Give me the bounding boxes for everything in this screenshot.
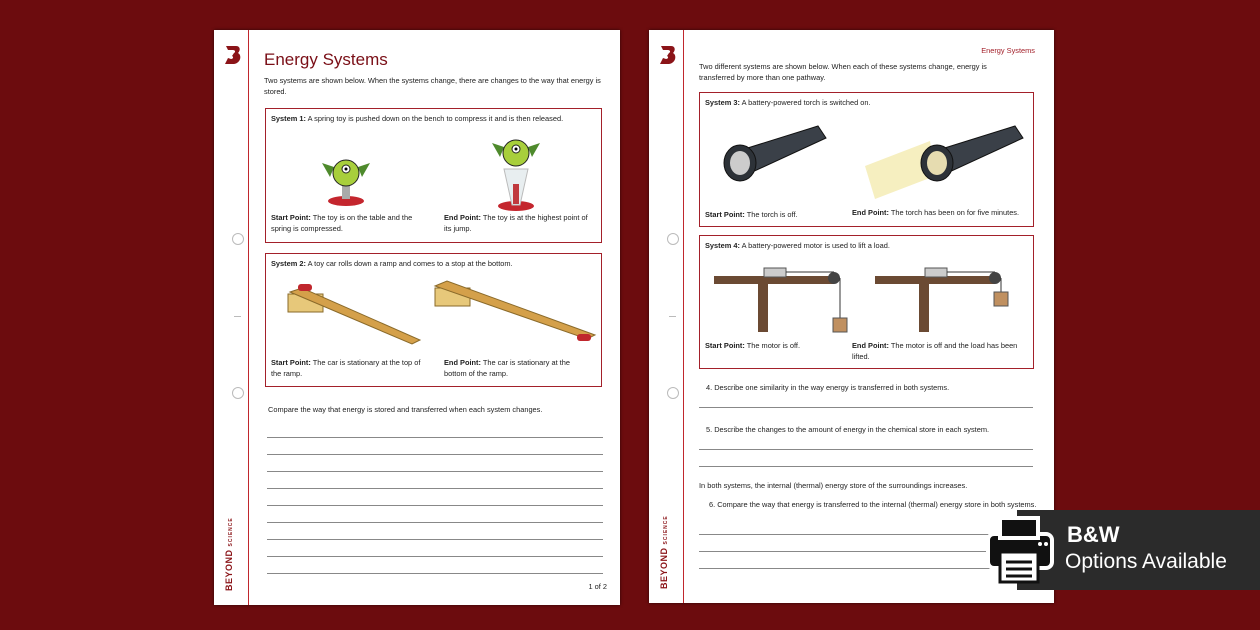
system-1-description: System 1: A spring toy is pushed down on the bench to compress it and is then released. [271,114,564,123]
beyond-logo-icon [658,44,678,66]
system-2-box [265,253,602,387]
answer-line[interactable] [267,522,603,523]
answer-line[interactable] [267,539,603,540]
answer-line[interactable] [267,454,603,455]
ramp-car-top-image [284,274,424,349]
bw-options-banner [1017,510,1260,590]
statement-text: In both systems, the internal (thermal) energy store of the surroundings increases. [699,481,968,490]
fold-mark [234,316,241,317]
system-3-description: System 3: A battery-powered torch is switched on. [705,98,871,107]
spring-toy-released-image [486,129,546,214]
answer-line[interactable] [267,505,603,506]
ramp-car-bottom-image [431,274,601,349]
system-4-box [699,235,1034,369]
answer-line[interactable] [267,556,603,557]
system-3-box [699,92,1034,227]
printer-icon [984,514,1056,586]
system-3-start-point: Start Point: The torch is off. [705,210,798,219]
binder-hole [667,387,679,399]
system-2-description: System 2: A toy car rolls down a ramp and comes to a stop at the bottom. [271,259,513,268]
question-6: 6. Compare the way that energy is transferred to the internal (thermal) energy store in both systems. [709,500,1037,509]
system-1-start-point: Start Point: The toy is on the table and the spring is compressed. [271,213,413,233]
binder-hole [232,233,244,245]
page-title: Energy Systems [264,50,388,69]
margin-line [683,30,684,603]
beyond-logo-icon [223,44,243,66]
answer-line[interactable] [267,488,603,489]
system-2-end-point: End Point: The car is stationary at the bottom of the ramp. [444,358,570,378]
page-number: 1 of 2 [588,582,607,591]
system-1-end-point: End Point: The toy is at the highest point of its jump. [444,213,588,233]
answer-line[interactable] [267,471,603,472]
system-1-box [265,108,602,243]
margin-line [248,30,249,605]
system-2-start-point: Start Point: The car is stationary at the top of the ramp. [271,358,421,378]
answer-line[interactable] [267,437,603,438]
motor-load-lifted-image [875,258,1020,333]
question-compare: Compare the way that energy is stored and transferred when each system changes. [268,405,543,414]
system-4-end-point: End Point: The motor is off and the load has been lifted. [852,341,1018,361]
intro-text: Two different systems are shown below. When each of these systems change, energy is transferred by more than one pathway. [699,62,987,82]
torch-off-image [718,121,833,191]
brand-mark: BEYONDSCIENCE [659,515,669,589]
system-3-end-point: End Point: The torch has been on for five minutes. [852,208,1020,217]
intro-text: Two systems are shown below. When the systems change, there are changes to the way that energy is stored. [264,76,601,96]
worksheet-page-1 [214,30,620,605]
binder-hole [232,387,244,399]
question-4: 4. Describe one similarity in the way energy is transferred in both systems. [706,383,950,392]
motor-load-down-image [714,258,859,333]
answer-line[interactable] [267,573,603,574]
brand-mark: BEYONDSCIENCE [224,517,234,591]
system-4-start-point: Start Point: The motor is off. [705,341,801,350]
question-5: 5. Describe the changes to the amount of energy in the chemical store in each system. [706,425,990,434]
spring-toy-compressed-image [316,149,376,209]
torch-on-image [855,121,1030,201]
binder-hole [667,233,679,245]
banner-title: B&W [1067,522,1120,547]
page-header: Energy Systems [981,46,1035,55]
answer-line[interactable] [699,466,1033,467]
fold-mark [669,316,676,317]
system-4-description: System 4: A battery-powered motor is used to lift a load. [705,241,890,250]
answer-line[interactable] [699,568,1033,569]
answer-line[interactable] [699,534,1033,535]
banner-subtitle: Options Available [1065,550,1227,573]
answer-line[interactable] [699,407,1033,408]
answer-line[interactable] [699,449,1033,450]
answer-line[interactable] [699,551,1033,552]
